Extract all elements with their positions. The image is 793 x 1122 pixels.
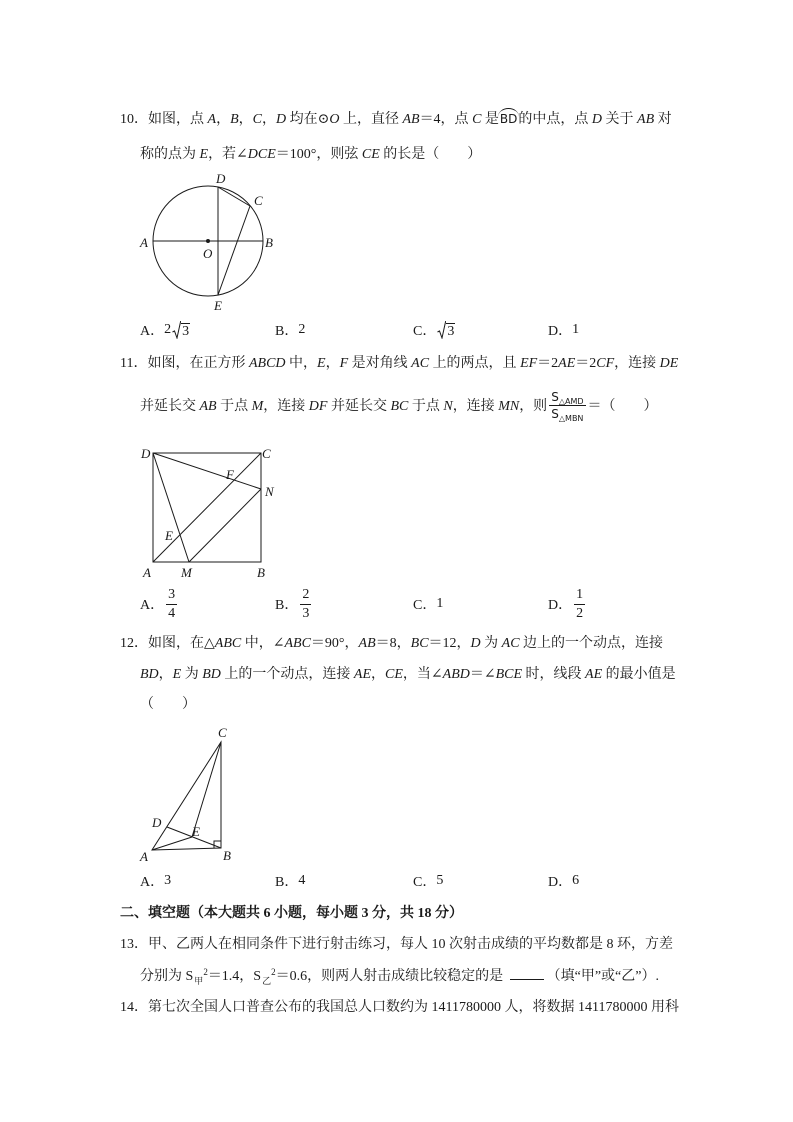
math-variable: BC: [390, 399, 409, 414]
math-variable: CE: [361, 147, 380, 162]
q11-option-d: [548, 587, 587, 621]
math-variable: AB: [358, 636, 376, 651]
fraction-denominator: 3: [302, 605, 310, 621]
text-run: ，: [261, 112, 276, 127]
q11-option-b: [275, 587, 313, 621]
subscript: 乙: [262, 976, 272, 986]
segment-ae: [152, 837, 192, 850]
segment-dm: [153, 453, 189, 562]
text-run: 边上的一个动点，连接: [519, 636, 664, 651]
chord-dc: [218, 187, 250, 206]
text-run: 于点: [216, 399, 252, 414]
fraction-numerator: 1: [574, 588, 585, 605]
text-run: 13．甲、乙两人在相同条件下进行射击练习，每人 10 次射击成绩的平均数都是 8 环，方差: [120, 937, 673, 952]
option-fraction: [300, 588, 311, 621]
math-variable: AB: [637, 112, 655, 127]
point-label-d: D: [216, 171, 226, 186]
fraction-denominator: 4: [168, 605, 176, 621]
segment-dn: [153, 453, 261, 489]
point-label-a: A: [140, 235, 148, 250]
math-variable: D: [470, 636, 481, 651]
math-variable: BD: [202, 667, 221, 682]
segment-mn: [189, 489, 261, 562]
point-label-d: D: [141, 446, 151, 461]
q13-line-1: [120, 933, 673, 953]
q12-option-a: [140, 871, 171, 891]
math-variable: AC: [501, 636, 520, 651]
fraction-numerator: [549, 391, 585, 406]
point-label-a: A: [143, 565, 151, 580]
q10-line-1-text: [120, 108, 672, 128]
option-label: B．: [275, 875, 299, 890]
q13-line-2-text: [140, 965, 659, 985]
text-run: ，连接: [263, 399, 309, 414]
radicand: 3: [447, 324, 455, 339]
text-run: ＝8，: [375, 636, 411, 651]
q14-line-1: [120, 996, 679, 1016]
math-variable: EF: [520, 356, 538, 371]
math-variable: ABCD: [248, 356, 286, 371]
option-fraction: [166, 588, 177, 621]
math-variable: AB: [402, 112, 420, 127]
q11-square-figure: [138, 443, 283, 581]
q10-circle-figure: [130, 165, 290, 315]
text-run: 中，∠: [241, 636, 285, 651]
math-variable: DF: [308, 399, 328, 414]
math-variable: D: [275, 112, 287, 127]
text-run: ＝12，: [428, 636, 471, 651]
option-label: C．: [413, 875, 437, 890]
math-variable: CF: [596, 356, 615, 371]
q12-line-3: [140, 693, 196, 713]
answer-blank: [510, 966, 544, 980]
q10-options: [0, 320, 793, 340]
area-ratio-fraction: [549, 389, 585, 423]
option-label: D．: [548, 875, 573, 890]
math-variable: DE: [659, 356, 679, 371]
q12-option-d: [548, 871, 579, 891]
square-root: [172, 321, 190, 339]
text-run: ＝4，点: [419, 112, 473, 127]
point-label-f: F: [226, 467, 234, 482]
option-coefficient: 2: [164, 322, 172, 337]
q11-line-1-text: [120, 352, 678, 372]
segment-ce: [192, 742, 221, 837]
text-run: 中，: [285, 356, 318, 371]
text-run: ，连接: [452, 399, 499, 414]
text-run: 上，直径: [339, 112, 403, 127]
text-run: ＝90°，: [310, 636, 359, 651]
fraction-denominator: [549, 406, 585, 423]
math-variable: MN: [498, 399, 520, 414]
option-value: 1: [572, 322, 580, 337]
text-run: 关于: [602, 112, 638, 127]
point-label-c: C: [218, 725, 227, 740]
q13-line-2: [140, 965, 659, 985]
text-run: ＝∠: [469, 667, 496, 682]
q10-option-a: [140, 320, 190, 340]
triangle-abc: [152, 742, 221, 850]
fraction-denominator: 2: [576, 605, 584, 621]
math-variable: N: [443, 399, 453, 414]
point-label-e: E: [165, 528, 173, 543]
option-value: 1: [436, 596, 444, 611]
text-run: 称的点为: [140, 147, 200, 162]
text-run: 于点: [408, 399, 444, 414]
text-run: 的中点，点: [518, 112, 592, 127]
point-label-m: M: [181, 565, 192, 580]
option-label: A．: [140, 875, 165, 890]
point-label-c: C: [262, 446, 271, 461]
math-variable: C: [472, 112, 482, 127]
q10-option-b: [275, 320, 305, 340]
math-variable: C: [252, 112, 262, 127]
q10-line-1: [120, 108, 672, 128]
option-value: 4: [298, 873, 306, 888]
math-variable: BD: [140, 667, 159, 682]
math-variable: ABC: [284, 636, 311, 651]
text-run: 是: [481, 112, 499, 127]
text-run: ＝100°，则弦: [275, 147, 362, 162]
text-run: （ ）: [140, 697, 196, 712]
point-label-b: B: [223, 848, 231, 863]
radical-sign-icon: [437, 321, 446, 339]
option-label: C．: [413, 324, 437, 339]
option-label: B．: [275, 324, 299, 339]
math-variable: ABC: [214, 636, 242, 651]
area-symbol: S: [551, 389, 559, 404]
q11-option-a: [140, 587, 179, 621]
math-variable: BC: [410, 636, 429, 651]
center-point-o: [206, 239, 210, 243]
q12-line-2: [140, 663, 676, 683]
q11-line-2-text: [140, 395, 547, 415]
text-run: 为: [480, 636, 502, 651]
text-run: ，若∠: [208, 147, 248, 162]
q12-line-3-text: [140, 693, 196, 713]
square-root: [437, 321, 455, 339]
option-label: C．: [413, 598, 437, 613]
text-run: ，: [325, 356, 340, 371]
text-run: 的长是（ ）: [379, 147, 482, 162]
text-run: ，: [158, 667, 173, 682]
q11-options: [0, 587, 793, 621]
text-run: （填“甲”或“乙”）.: [546, 969, 659, 984]
q12-line-1-text: [120, 632, 663, 652]
math-variable: B: [230, 112, 239, 127]
math-variable: AB: [199, 399, 217, 414]
text-run: ＝0.6，则两人射击成绩比较稳定的是: [275, 969, 507, 984]
q12-triangle-figure: [136, 722, 238, 864]
radical-sign-icon: [172, 321, 181, 339]
text-run: 的最小值是: [602, 667, 676, 682]
math-variable: E: [172, 667, 182, 682]
text-run: ，连接: [614, 356, 660, 371]
option-value: 6: [572, 873, 580, 888]
math-variable: A: [207, 112, 217, 127]
area-symbol: S: [551, 406, 559, 421]
option-label: A．: [140, 598, 165, 613]
point-label-n: N: [265, 484, 274, 499]
q12-line-1: [120, 632, 663, 652]
text-run: 并延长交: [140, 399, 200, 414]
superscript: 2: [203, 967, 208, 977]
option-label: A．: [140, 324, 165, 339]
math-variable: AE: [558, 356, 576, 371]
radicand: 3: [182, 324, 190, 339]
math-variable: AE: [353, 667, 372, 682]
text-run: 10．如图，点: [120, 112, 208, 127]
text-run: ＝2: [575, 356, 597, 371]
text-run: 对: [654, 112, 672, 127]
text-run: 为: [181, 667, 203, 682]
text-run: ，则: [519, 399, 548, 414]
math-variable: AE: [585, 667, 603, 682]
math-variable: ABD: [442, 667, 470, 682]
fraction-numerator: 2: [300, 588, 311, 605]
point-label-c: C: [254, 193, 263, 208]
text-run: 均在⊙: [286, 112, 330, 127]
point-label-d: D: [152, 815, 162, 830]
q11-line-2-tail: [588, 395, 658, 415]
text-run: ＝2: [537, 356, 559, 371]
math-variable: O: [329, 112, 340, 127]
option-label: B．: [275, 598, 299, 613]
q12-options: [0, 871, 793, 891]
math-variable: D: [591, 112, 603, 127]
q10-line-2-text: [140, 143, 481, 163]
section-2-heading: [120, 902, 463, 922]
q12-option-c: [413, 871, 443, 891]
option-label: D．: [548, 324, 573, 339]
text-run: ，: [371, 667, 386, 682]
text-run: ＝（ ）: [587, 399, 658, 414]
q11-line-2: [140, 387, 658, 423]
point-label-o: O: [203, 246, 213, 261]
option-value: 2: [298, 322, 306, 337]
q11-option-c: [413, 587, 443, 621]
arc-notation: BD: [499, 112, 518, 126]
q12-line-2-text: [140, 663, 676, 683]
q13-line-1-text: [120, 933, 673, 953]
option-fraction: [574, 588, 585, 621]
math-variable: DCE: [247, 147, 276, 162]
math-variable: BCE: [495, 667, 523, 682]
diagonal-ac: [153, 453, 261, 562]
text-run: ，当∠: [402, 667, 443, 682]
q14-line-1-text: [120, 996, 679, 1016]
q10-line-2: [140, 143, 481, 163]
fraction-numerator: 3: [166, 588, 177, 605]
triangle-subscript: △MBN: [558, 413, 584, 423]
text-run: ，: [238, 112, 253, 127]
point-label-e: E: [192, 824, 200, 839]
text-run: ＝1.4，S: [207, 969, 262, 984]
text-run: 上的两点，且: [429, 356, 521, 371]
option-value: 3: [164, 873, 172, 888]
text-run: 是对角线: [348, 356, 412, 371]
point-label-a: A: [140, 849, 148, 864]
point-label-e: E: [214, 298, 222, 313]
q12-option-b: [275, 871, 305, 891]
text-run: 11．如图，在正方形: [120, 356, 249, 371]
math-variable: E: [317, 356, 326, 371]
math-variable: CE: [385, 667, 403, 682]
option-value: 5: [436, 873, 444, 888]
q10-option-c: [413, 320, 455, 340]
option-label: D．: [548, 598, 573, 613]
math-variable: M: [251, 399, 264, 414]
math-variable: AC: [411, 356, 430, 371]
text-run: 并延长交: [327, 399, 391, 414]
text-run: 分别为 S: [140, 969, 194, 984]
text-run: 14．第七次全国人口普查公布的我国总人口数约为 1411780000 人，将数据 1411780000 用科: [120, 1000, 679, 1015]
text-run: ，: [216, 112, 231, 127]
text-run: 上的一个动点，连接: [220, 667, 354, 682]
point-label-b: B: [257, 565, 265, 580]
section-2-title: 二、填空题（本大题共 6 小题，每小题 3 分，共 18 分）: [120, 906, 463, 921]
triangle-subscript: △AMD: [558, 396, 584, 406]
q11-line-1: [120, 352, 678, 372]
point-label-b: B: [265, 235, 273, 250]
text-run: 12．如图，在△: [120, 636, 215, 651]
superscript: 2: [271, 967, 276, 977]
subscript: 甲: [194, 976, 204, 986]
q10-option-d: [548, 320, 579, 340]
math-variable: F: [339, 356, 349, 371]
math-variable: E: [199, 147, 209, 162]
text-run: 时，线段: [522, 667, 586, 682]
